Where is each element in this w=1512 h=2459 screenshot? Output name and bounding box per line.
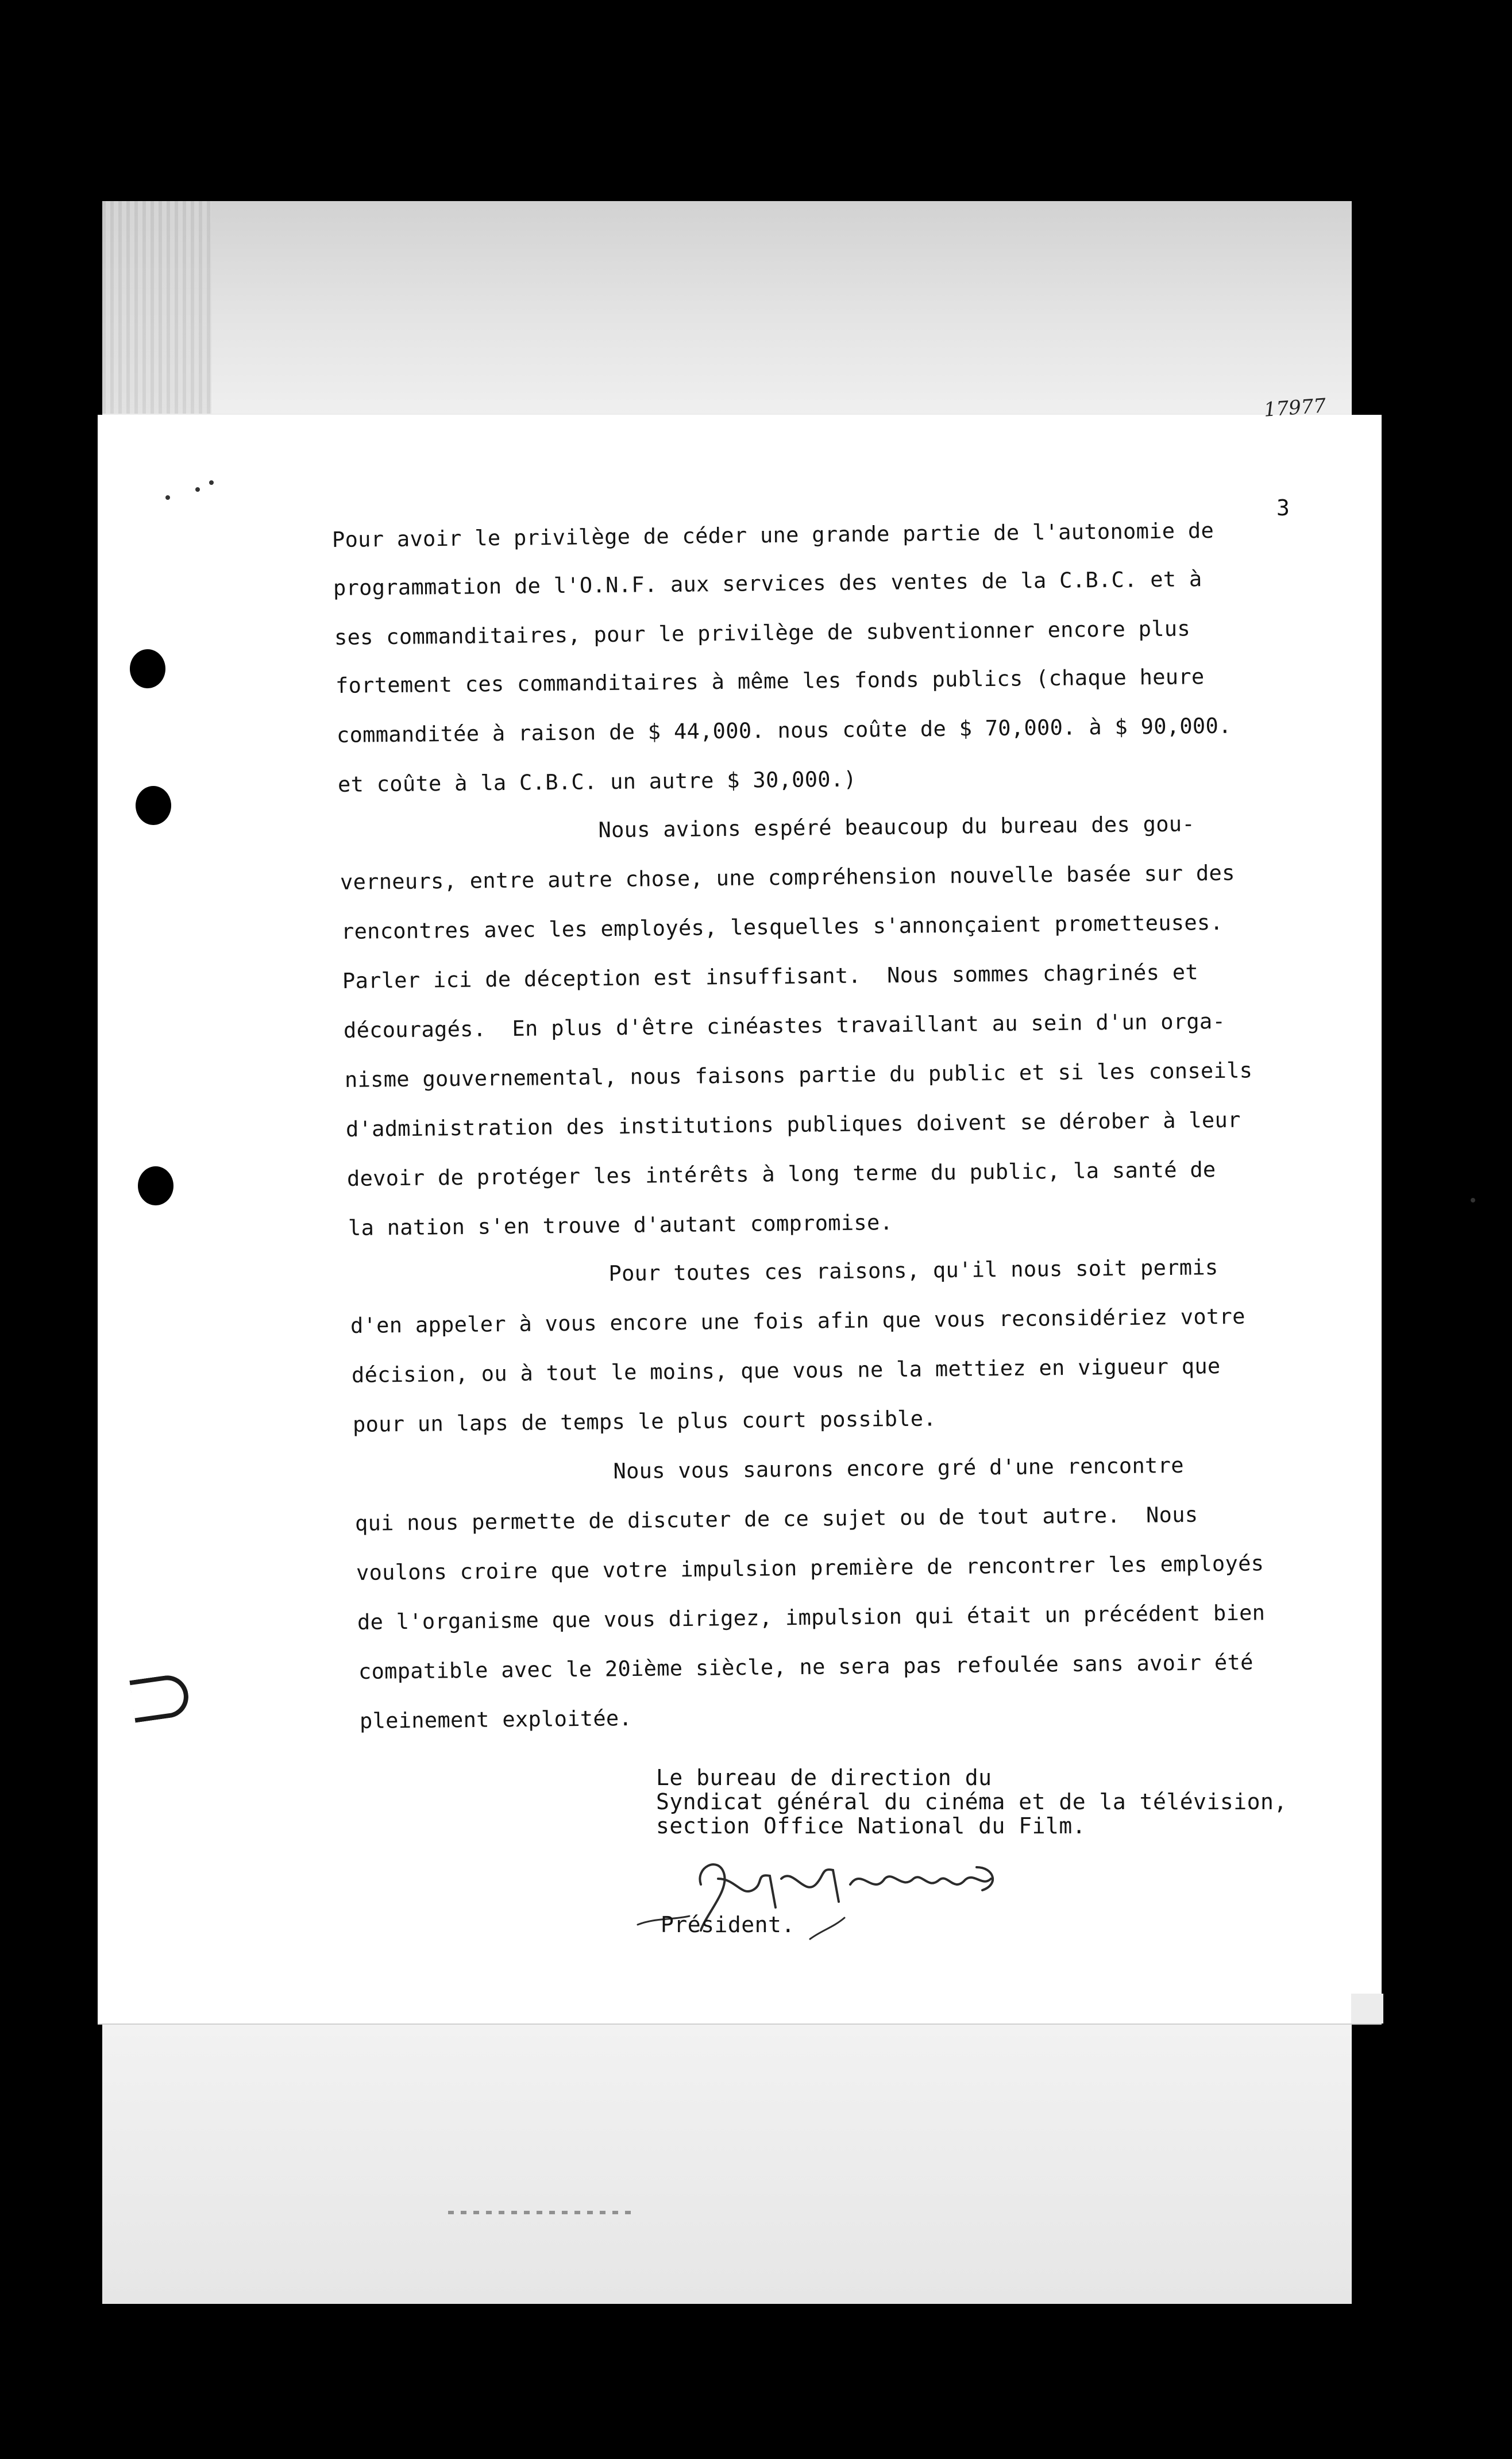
body-line: qui nous permette de discuter de ce sujet ou de tout autre. Nous [354,1502,1198,1536]
body-line: d'administration des institutions publiques doivent se dérober à leur [345,1107,1241,1142]
punch-hole-2 [136,786,171,825]
page-number: 3 [1276,495,1290,521]
archive-number: 17977 [1263,394,1327,422]
body-line: et coûte à la C.B.C. un autre $ 30,000.) [337,766,857,797]
back-sheet-top-edge [102,201,1352,414]
back-sheet-torn-edge [102,201,211,414]
body-line: rencontres avec les employés, lesquelles s'annonçaient prometteuses. [341,909,1224,944]
body-line: voulons croire que votre impulsion première de rencontrer les employés [356,1551,1264,1585]
body-line: programmation de l'O.N.F. aux services des ventes de la C.B.C. et à [333,566,1202,600]
back-sheet-bottom-edge [102,2022,1352,2304]
body-line: décision, ou à tout le moins, que vous ne la mettiez en vigueur que [351,1354,1221,1387]
body-line: Parler ici de déception est insuffisant. Nous sommes chagrinés et [342,959,1199,993]
body-line: Nous vous saurons encore gré d'une rencontre [353,1452,1185,1486]
signature-line: Le bureau de direction du [656,1765,992,1790]
back-sheet-mark [448,2211,638,2214]
body-line: nisme gouvernemental, nous faisons partie du public et si les conseils [344,1058,1253,1092]
body-line: Pour toutes ces raisons, qu'il nous soit permis [349,1255,1218,1289]
body-line: la nation s'en trouve d'autant compromise. [348,1210,893,1240]
speck [209,480,214,485]
body-line: compatible avec le 20ième siècle, ne sera pas refoulée sans avoir été [358,1649,1253,1684]
speck [1471,1198,1475,1202]
body-line: devoir de protéger les intérêts à long terme du public, la santé de [346,1157,1216,1191]
body-line: d'en appeler à vous encore une fois afin que vous reconsidériez votre [350,1304,1245,1338]
body-line: ses commanditaires, pour le privilège de subventionner encore plus [334,616,1191,650]
body-line: découragés. En plus d'être cinéastes travaillant au sein d'un orga- [343,1008,1226,1043]
signatory-title: Président. [661,1912,795,1937]
signature-line: section Office National du Film. [656,1813,1086,1839]
body-line: commanditée à raison de $ 44,000. nous coûte de $ 70,000. à $ 90,000. [336,713,1232,747]
body-line: pleinement exploitée. [359,1706,632,1733]
signature-line: Syndicat général du cinéma et de la télévision, [656,1789,1287,1814]
punch-hole-1 [130,649,165,688]
body-line: fortement ces commanditaires à même les fonds publics (chaque heure [335,664,1205,698]
punch-hole-3 [138,1166,173,1205]
speck [195,487,200,492]
body-line: de l'organisme que vous dirigez, impulsion qui était un précédent bien [357,1600,1266,1635]
body-line: pour un laps de temps le plus court possible. [352,1406,937,1437]
speck [165,495,170,500]
body-line: Pour avoir le privilège de céder une grande partie de l'autonomie de [331,518,1214,552]
page-corner-shadow [1351,1994,1383,2024]
body-line: Nous avions espéré beaucoup du bureau des gou- [338,811,1195,845]
body-line: verneurs, entre autre chose, une compréhension nouvelle basée sur des [340,860,1235,895]
